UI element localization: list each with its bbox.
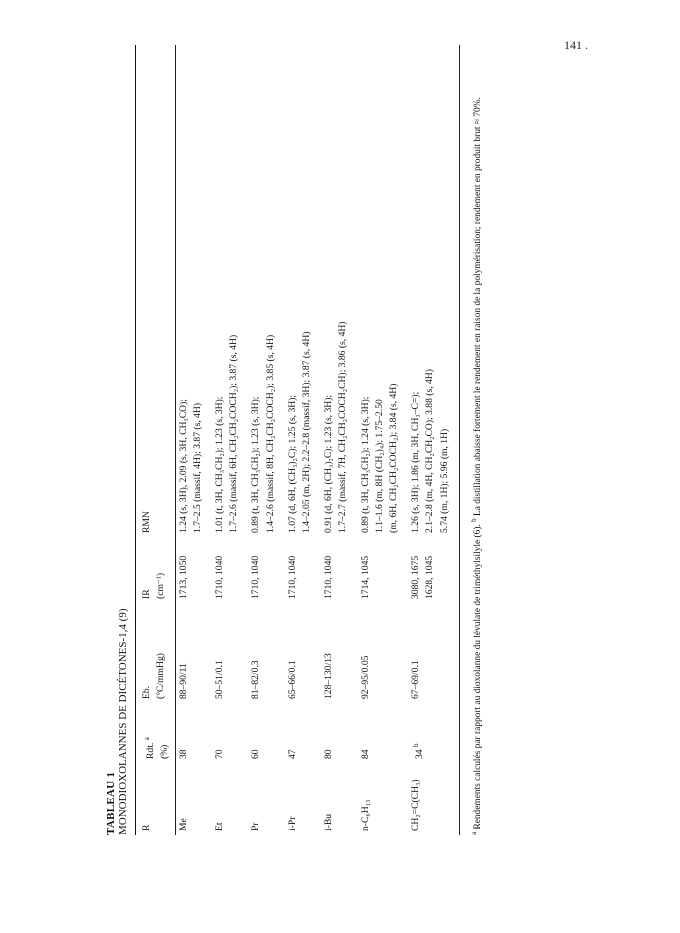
cell-eb: 88–90/11 [177,663,189,699]
footnote-a-mark: a [469,831,478,835]
cell-rdt: 70 [214,749,225,759]
cell-r: i-Bu [323,813,335,831]
cell-rmn [408,45,453,537]
table-header [136,45,175,835]
cell-eb: 81–82/0.3 [250,660,262,699]
header-rmn: RMN [141,511,152,533]
rmn-line: 5.74 (m, 1H); 5.96 (m, 1H) [438,428,450,533]
rmn-line: (m, 6H, CH₂CH₂COCH₂); 3.84 (s, 4H) [388,383,400,533]
cell-rdt-value: 34 [414,749,426,759]
rmn-line: 0.89 (t, 3H, CH₃CH₂); 1.24 (s, 3H); [359,396,371,533]
footnote-b-text: La distillation abaisse fortement le rendement en raison de la polymérisation; rendement en produit brut ≈ 70%. [472,97,483,519]
cell-rdt: 47 [286,749,298,759]
rmn-line: 1.07 (d, 6H, (CH₃)₂C); 1.25 (s, 3H); [286,394,298,533]
table-row [321,45,351,835]
rmn-line: 1.26 (s, 3H); 1.86 (m, 3H, CH₃–C=); [410,391,422,533]
header-rdt-footnote-mark: a [143,737,151,741]
cell-ir: 1713, 1050 [177,555,189,599]
table-footnote [468,45,485,835]
header-rdt-label: Rdt. [145,740,157,759]
table-label: TABLEAU 1 [105,771,117,835]
rmn-line: 1.1–1.6 (m, 8H (CH₂)₄); 1.75–2.50 [373,399,385,533]
header-eb-label: Eb. [141,685,152,699]
cell-rdt: 38 [177,749,189,759]
table-bottom-rule [459,45,460,835]
cell-r: n-C₆H₁₃ [359,799,371,831]
cell-ir: 1710, 1040 [214,555,225,599]
cell-rmn [321,45,351,537]
table-row [408,45,453,835]
footnote-a-text: Rendements calculés par rapport au dioxolanne du lévulate de triméthylsilyle (6). [472,521,483,832]
rmn-line: 1.01 (t, 3H, CH₃CH₂); 1.23 (s, 3H); [214,396,225,533]
cell-rmn [212,45,242,537]
cell-r: Et [214,822,225,831]
rmn-line: 1.7–2.7 (massif, 7H, CH₂CH₂COCH₂CH); 3.86 (s, 4H) [337,321,349,533]
table-caption: MONODIOXOLANNES DE DICÉTONES-1,4 (9) [117,608,129,835]
table-body [176,45,453,835]
cell-rmn [358,45,403,537]
cell-r: CH₂=C(CH₃) [410,779,422,831]
cell-rdt-footnote-mark: b [412,743,421,747]
header-rdt [136,703,175,763]
cell-r: i-Pr [286,816,298,831]
header-ir-label: IR [141,589,152,599]
cell-r: Me [177,818,189,831]
header-eb-unit: (°C/mmHg) [155,653,167,699]
rmn-line: 1.4–2.6 (massif, 8H, CH₂CH₂COCH₂); 3.85 (s, 4H) [264,334,276,533]
cell-ir [408,537,453,603]
footnote-b-mark: b [469,518,478,522]
table-row [176,45,206,835]
header-ir [136,537,175,603]
rmn-line: 0.91 (d, 6H, (CH₃)₂C); 1.23 (s, 3H); [323,394,335,533]
cell-eb: 128–130/13 [323,653,335,699]
page-number: 141 . [564,38,588,52]
cell-rdt: 84 [359,749,371,759]
cell-eb: 92–95/0.05 [359,655,371,699]
table-row [248,45,278,835]
rmn-line: 1.7–2.6 (massif, 6H, CH₂CH₂COCH₂); 3.87 (s, 4H) [228,334,240,533]
cell-rdt [408,703,453,763]
rotated-table-block [105,45,485,835]
table-row [358,45,403,835]
cell-ir: 1710, 1040 [323,555,335,599]
cell-ir: 1710, 1040 [286,555,298,599]
cell-ir: 1714, 1045 [359,555,371,599]
table-row [285,45,315,835]
table-row [212,45,242,835]
cell-r: Pr [250,822,262,831]
header-r: R [141,824,152,831]
cell-rmn [285,45,315,537]
cell-eb: 65–66/0.1 [286,660,298,699]
rmn-line: 1.4–2.05 (m, 2H); 2.2–2.8 (massif, 3H); 3.87 (s, 4H) [301,331,313,533]
rmn-line: 1.24 (s, 3H), 2.09 (s, 3H, CH₃CO); [177,399,189,533]
header-ir-unit: (cm⁻¹) [155,572,167,599]
cell-ir: 1710, 1040 [250,555,262,599]
cell-rmn [176,45,206,537]
cell-rdt: 80 [323,749,335,759]
cell-rdt: 60 [250,749,262,759]
ir-line: 1628, 1045 [424,555,436,599]
header-eb [136,603,175,703]
cell-rmn [248,45,278,537]
ir-line: 3080, 1675 [410,555,422,599]
rmn-line: 1.7–2.5 (massif, 4H); 3.87 (s, 4H) [191,402,203,533]
header-rdt-unit: (%) [159,744,171,759]
rmn-line: 2.1–2.8 (m, 4H, CH₂CH₂CO); 3.88 (s, 4H) [424,369,436,533]
cell-eb: 50–51/0.1 [214,660,225,699]
cell-eb: 67–69/0.1 [410,660,422,699]
rmn-line: 0.89 (t, 3H, CH₃CH₂); 1.23 (s, 3H); [250,396,262,533]
